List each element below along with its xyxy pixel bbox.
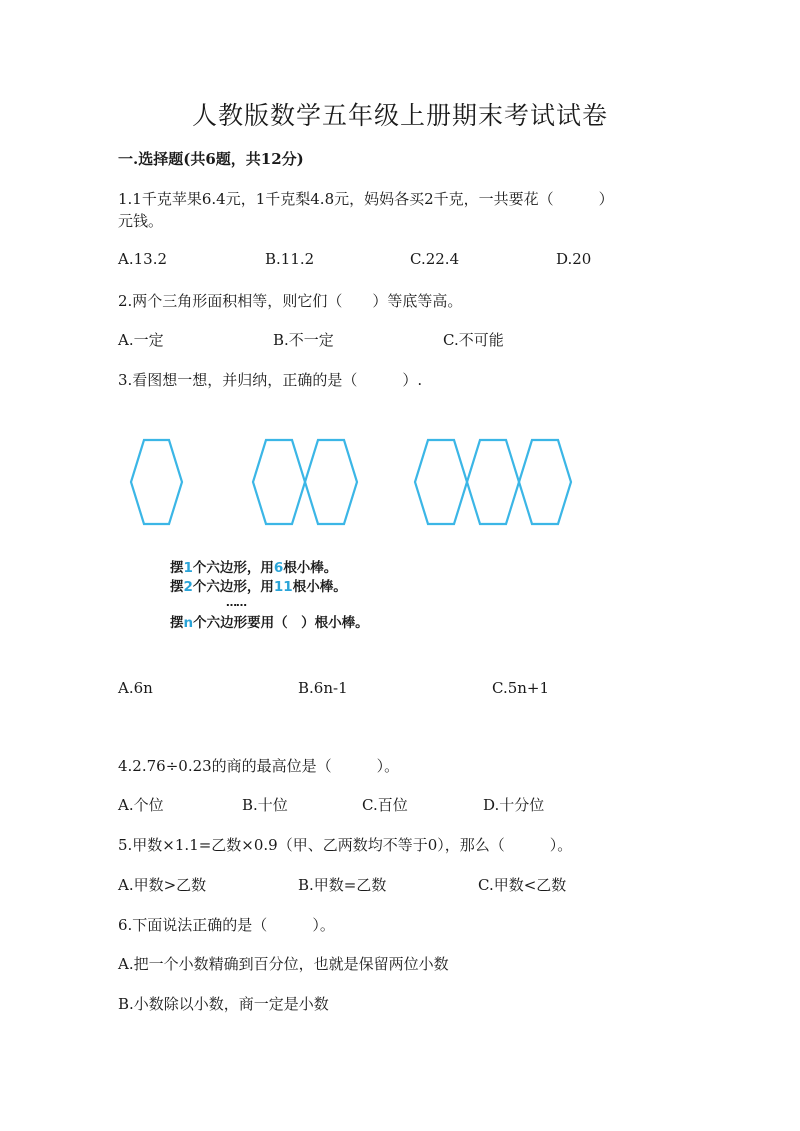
q4-option-a: A.个位	[118, 796, 164, 814]
hexagon-triple-2	[467, 440, 519, 524]
hexagon-pair-2	[305, 440, 357, 524]
section-heading: 一.选择题(共6题，共12分)	[118, 150, 304, 168]
question-3-text: 3.看图想一想，并归纳，正确的是（ ）.	[118, 371, 423, 389]
question-1-text-cont: 元钱。	[118, 212, 164, 230]
figure-line-1: 摆1个六边形，用6根小棒。	[170, 560, 338, 576]
q5-option-c: C.甲数<乙数	[478, 876, 567, 894]
question-4-text: 4.2.76÷0.23的商的最高位是（ ）。	[118, 757, 400, 775]
page-title: 人教版数学五年级上册期末考试试卷	[191, 101, 608, 130]
hexagon-single	[131, 440, 182, 524]
figure-line-2: 摆2个六边形，用11根小棒。	[170, 579, 347, 595]
question-1-text: 1.1千克苹果6.4元，1千克梨4.8元，妈妈各买2千克，一共要花（ ）	[118, 190, 614, 208]
q6-option-a: A.把一个小数精确到百分位，也就是保留两位小数	[118, 955, 449, 973]
q3-option-c: C.5n+1	[492, 679, 550, 697]
figure-ellipsis: ……	[226, 596, 246, 609]
question-2-text: 2.两个三角形面积相等，则它们（ ）等底等高。	[118, 292, 463, 310]
q1-option-a: A.13.2	[118, 250, 167, 268]
q4-option-c: C.百位	[362, 796, 408, 814]
q4-option-b: B.十位	[242, 796, 288, 814]
q2-option-b: B.不一定	[273, 331, 334, 349]
hexagon-triple-3	[519, 440, 571, 524]
q2-option-c: C.不可能	[443, 331, 504, 349]
q3-option-b: B.6n-1	[298, 679, 348, 697]
hexagon-pair-1	[253, 440, 305, 524]
q1-option-c: C.22.4	[410, 250, 460, 268]
hexagon-triple-1	[415, 440, 467, 524]
q6-option-b: B.小数除以小数，商一定是小数	[118, 995, 329, 1013]
q1-option-d: D.20	[556, 250, 592, 268]
q4-option-d: D.十分位	[483, 796, 545, 814]
question-6-text: 6.下面说法正确的是（ ）。	[118, 916, 335, 934]
q2-option-a: A.一定	[118, 331, 164, 349]
q5-option-b: B.甲数=乙数	[298, 876, 387, 894]
figure-line-3: 摆n个六边形要用（ ）根小棒。	[170, 615, 369, 631]
question-5-text: 5.甲数×1.1=乙数×0.9（甲、乙两数均不等于0），那么（ ）。	[118, 836, 573, 854]
q5-option-a: A.甲数>乙数	[118, 876, 207, 894]
hexagon-figure	[0, 430, 800, 530]
q3-option-a: A.6n	[118, 679, 153, 697]
q1-option-b: B.11.2	[265, 250, 315, 268]
